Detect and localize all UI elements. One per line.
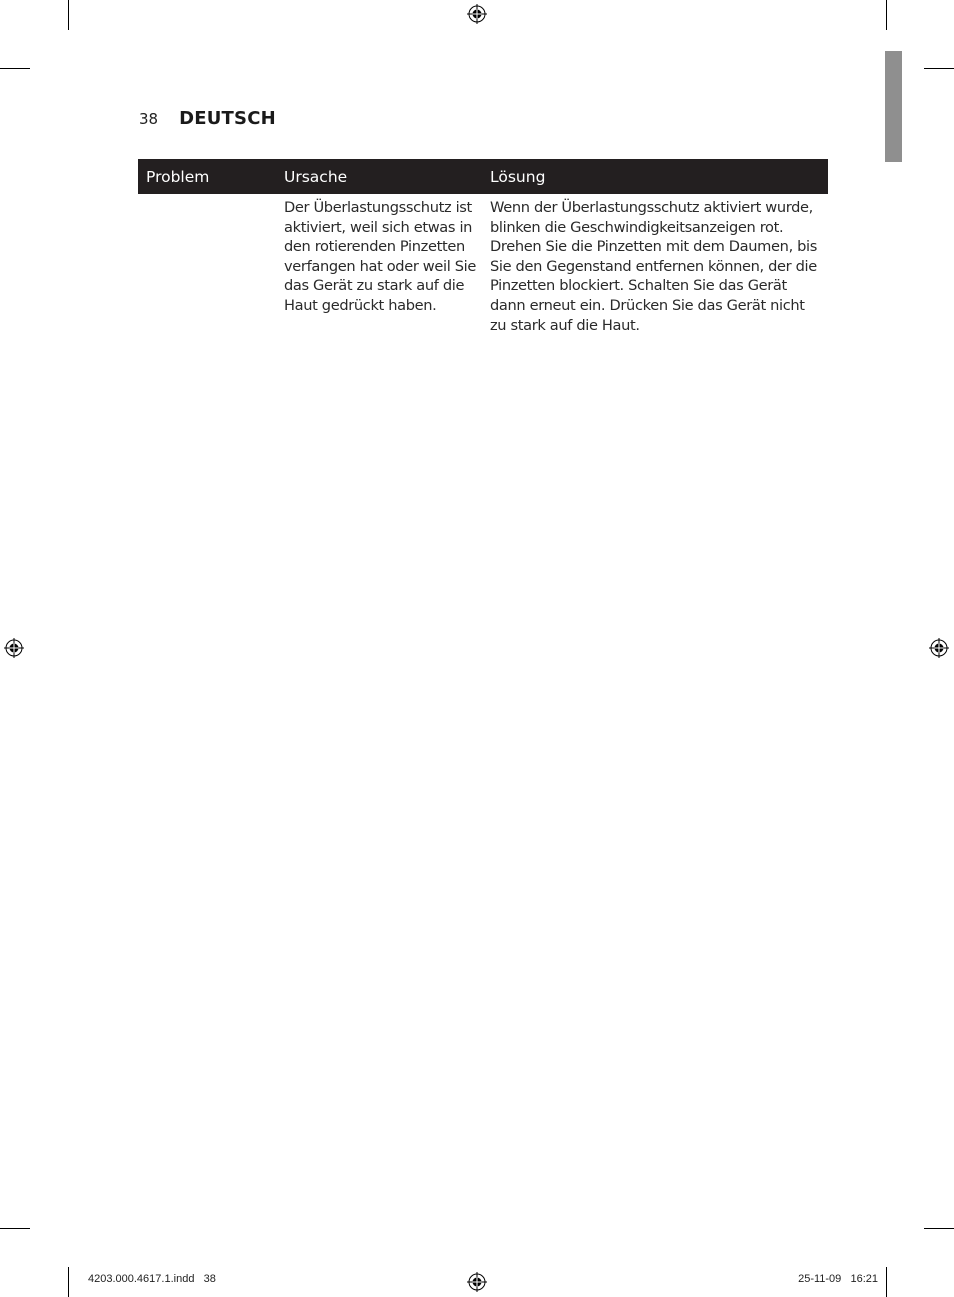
registration-mark-icon-bottom — [467, 1272, 487, 1292]
registration-mark-icon-right — [929, 638, 949, 658]
column-header-problem: Problem — [146, 167, 210, 186]
crop-mark-bottom-left-h — [0, 1228, 30, 1229]
cell-problem — [138, 198, 276, 335]
page-number: 38 — [139, 110, 159, 128]
crop-mark-top-right — [886, 0, 887, 30]
slug-file-info: 4203.000.4617.1.indd 38 — [88, 1273, 216, 1285]
cell-cause: Der Überlastungsschutz ist aktiviert, weil sich etwas in den rotierenden Pinzetten verfangen hat oder weil Sie das Gerät zu stark auf die Haut gedrückt haben. — [284, 199, 476, 314]
section-title: DEUTSCH — [179, 108, 276, 129]
registration-mark-icon-left — [4, 638, 24, 658]
page-header — [139, 108, 276, 132]
registration-mark-icon-top — [467, 4, 487, 24]
language-side-tab — [885, 51, 902, 162]
slug-datetime: 25-11-09 16:21 — [798, 1273, 878, 1285]
column-header-solution: Lösung — [490, 167, 546, 186]
crop-mark-top-left-h — [0, 68, 30, 69]
crop-mark-bottom-left — [68, 1267, 69, 1297]
cell-solution: Wenn der Überlastungsschutz aktiviert wurde, blinken die Geschwindigkeitsanzeigen rot. Drehen Sie die Pinzetten mit dem Daumen, bis Sie den Gegenstand entfernen können, der die Pinzetten blockiert. Schalten Sie das Gerät dann erneut ein. Drücken Sie das Gerät nicht zu stark auf die Haut. — [490, 199, 818, 334]
troubleshooting-table — [138, 159, 828, 335]
crop-mark-bottom-right — [886, 1267, 887, 1297]
table-row — [138, 194, 828, 335]
column-header-cause: Ursache — [284, 167, 348, 186]
table-header-row — [138, 159, 828, 194]
crop-mark-top-left — [68, 0, 69, 30]
crop-mark-bottom-right-h — [924, 1228, 954, 1229]
crop-mark-top-right-h — [924, 68, 954, 69]
